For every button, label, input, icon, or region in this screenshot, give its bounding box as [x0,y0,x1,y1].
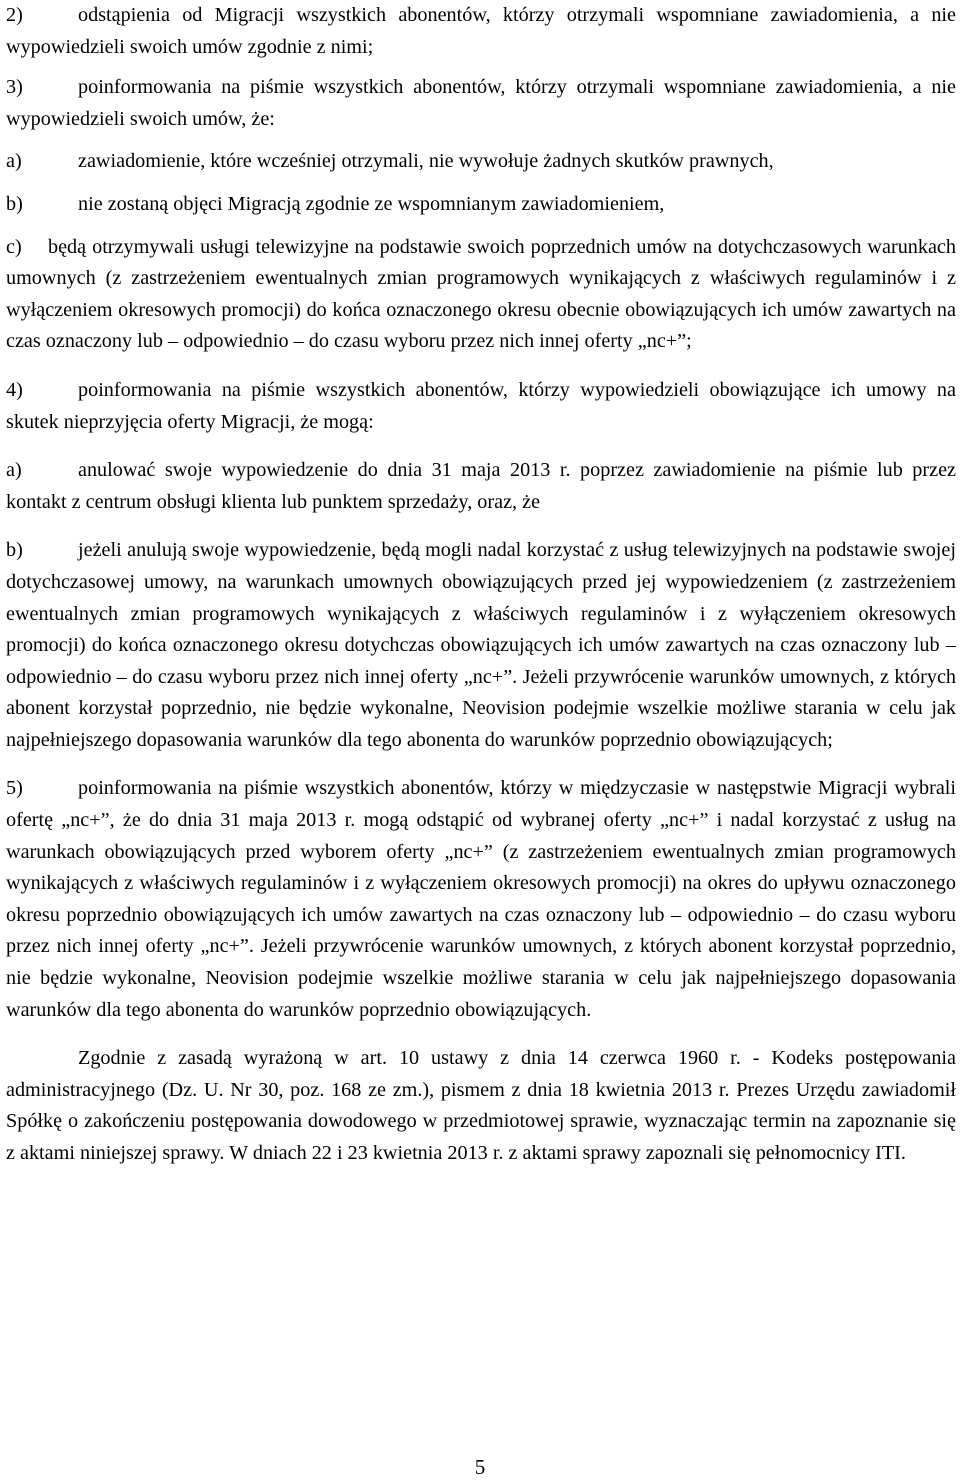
list-item-4b-text: jeżeli anulują swoje wypowiedzenie, będą mogli nadal korzystać z usług telewizyjnych na podstawie swojej dotychczasowej umowy, na warunkach umownych obowiązujących przed jej wypowiedzeniem (z zastrzeżeniem ewentualnych zmian programowych wynikających z właściwych regulaminów i z wyłączeniem okresowych promocji) do końca oznaczonego okresu dotychczas obowiązujących ich umów zawartych na czas oznaczony lub – odpowiednio – do czasu wyboru przez nich innej oferty „nc+”. Jeżeli przywrócenie warunków umownych, z których abonent korzystał poprzednio, nie będzie wykonalne, Neovision podejmie wszelkie możliwe starania w celu jak najpełniejszego dopasowania warunków dla tego abonenta do warunków poprzednio obowiązujących; [6,539,956,751]
list-item-4-label: 4) [6,378,23,401]
list-item-5-label: 5) [6,777,23,800]
list-item-4 [6,375,956,438]
list-item-3c-text: będą otrzymywali usługi telewizyjne na podstawie swoich poprzednich umów na dotychczasowych warunkach umownych (z zastrzeżeniem ewentualnych zmian programowych wynikających z właściwych regulaminów i z wyłączeniem okresowych promocji) do końca oznaczonego okresu obecnie obowiązujących ich umów zawartych na czas oznaczony lub – odpowiednio – do czasu wyboru przez nich innej oferty „nc+”; [6,235,956,353]
list-item-2 [6,0,956,63]
list-item-3b-text: nie zostaną objęci Migracją zgodnie ze wspomnianym zawiadomieniem, [78,192,665,215]
list-item-5-text: poinformowania na piśmie wszystkich abonentów, którzy w międzyczasie w następstwie Migracji wybrali ofertę „nc+”, że do dnia 31 maja 2013 r. mogą odstąpić od wybranej oferty „nc+” i nadal korzystać z usług na warunkach obowiązujących przed wyborem oferty „nc+” (z zastrzeżeniem ewentualnych zmian programowych wynikających z właściwych regulaminów i z wyłączeniem okresowych promocji) na okres do upływu oznaczonego okresu poprzednio obowiązujących ich umów zawartych na czas oznaczony lub – odpowiednio – do czasu wyboru przez nich innej oferty „nc+”. Jeżeli przywrócenie warunków umownych, z których abonent korzystał poprzednio, nie będzie wykonalne, Neovision podejmie wszelkie możliwe starania w celu jak najpełniejszego dopasowania warunków dla tego abonenta do warunków poprzednio obowiązujących. [6,777,956,1021]
list-item-4a-text: anulować swoje wypowiedzenie do dnia 31 maja 2013 r. poprzez zawiadomienie na piśmie lub przez kontakt z centrum obsługi klienta lub punktem sprzedaży, oraz, że [6,459,956,513]
closing-paragraph: Zgodnie z zasadą wyrażoną w art. 10 ustawy z dnia 14 czerwca 1960 r. - Kodeks postępowania administracyjnego (Dz. U. Nr 30, poz. 168 ze zm.), pismem z dnia 18 kwietnia 2013 r. Prezes Urzędu zawiadomił Spółkę o zakończeniu postępowania dowodowego w przedmiotowej sprawie, wyznaczając termin na zapoznanie się z aktami niniejszej sprawy. W dniach 22 i 23 kwietnia 2013 r. z aktami sprawy zapoznali się pełnomocnicy ITI. [6,1047,956,1164]
list-item-4b-label: b) [6,539,23,562]
list-item-3c [6,232,956,358]
list-item-4-text: poinformowania na piśmie wszystkich abonentów, którzy wypowiedzieli obowiązujące ich umowy na skutek nieprzyjęcia oferty Migracji, że mogą: [6,378,956,433]
list-item-3 [6,72,956,135]
list-item-3c-label: c) [6,235,22,258]
document-body [6,0,956,1170]
list-item-3-label: 3) [6,76,23,99]
list-item-3a-label: a) [6,150,22,173]
list-item-2-label: 2) [6,4,23,26]
list-item-3a-text: zawiadomienie, które wcześniej otrzymali, nie wywołuje żadnych skutków prawnych, [78,150,774,173]
list-item-2-text: odstąpienia od Migracji wszystkich abonentów, którzy otrzymali wspomniane zawiadomienia, a nie wypowiedzieli swoich umów zgodnie z nimi; [6,4,956,58]
list-item-3b [6,189,956,221]
list-item-4a [6,455,956,518]
page-number: 5 [474,1455,486,1479]
list-item-4b [6,535,956,756]
list-item-3-text: poinformowania na piśmie wszystkich abonentów, którzy otrzymali wspomniane zawiadomienia, a nie wypowiedzieli swoich umów, że: [6,76,956,130]
list-item-4a-label: a) [6,459,22,482]
list-item-3a [6,146,956,178]
list-item-3b-label: b) [6,192,23,215]
list-item-5 [6,773,956,1026]
